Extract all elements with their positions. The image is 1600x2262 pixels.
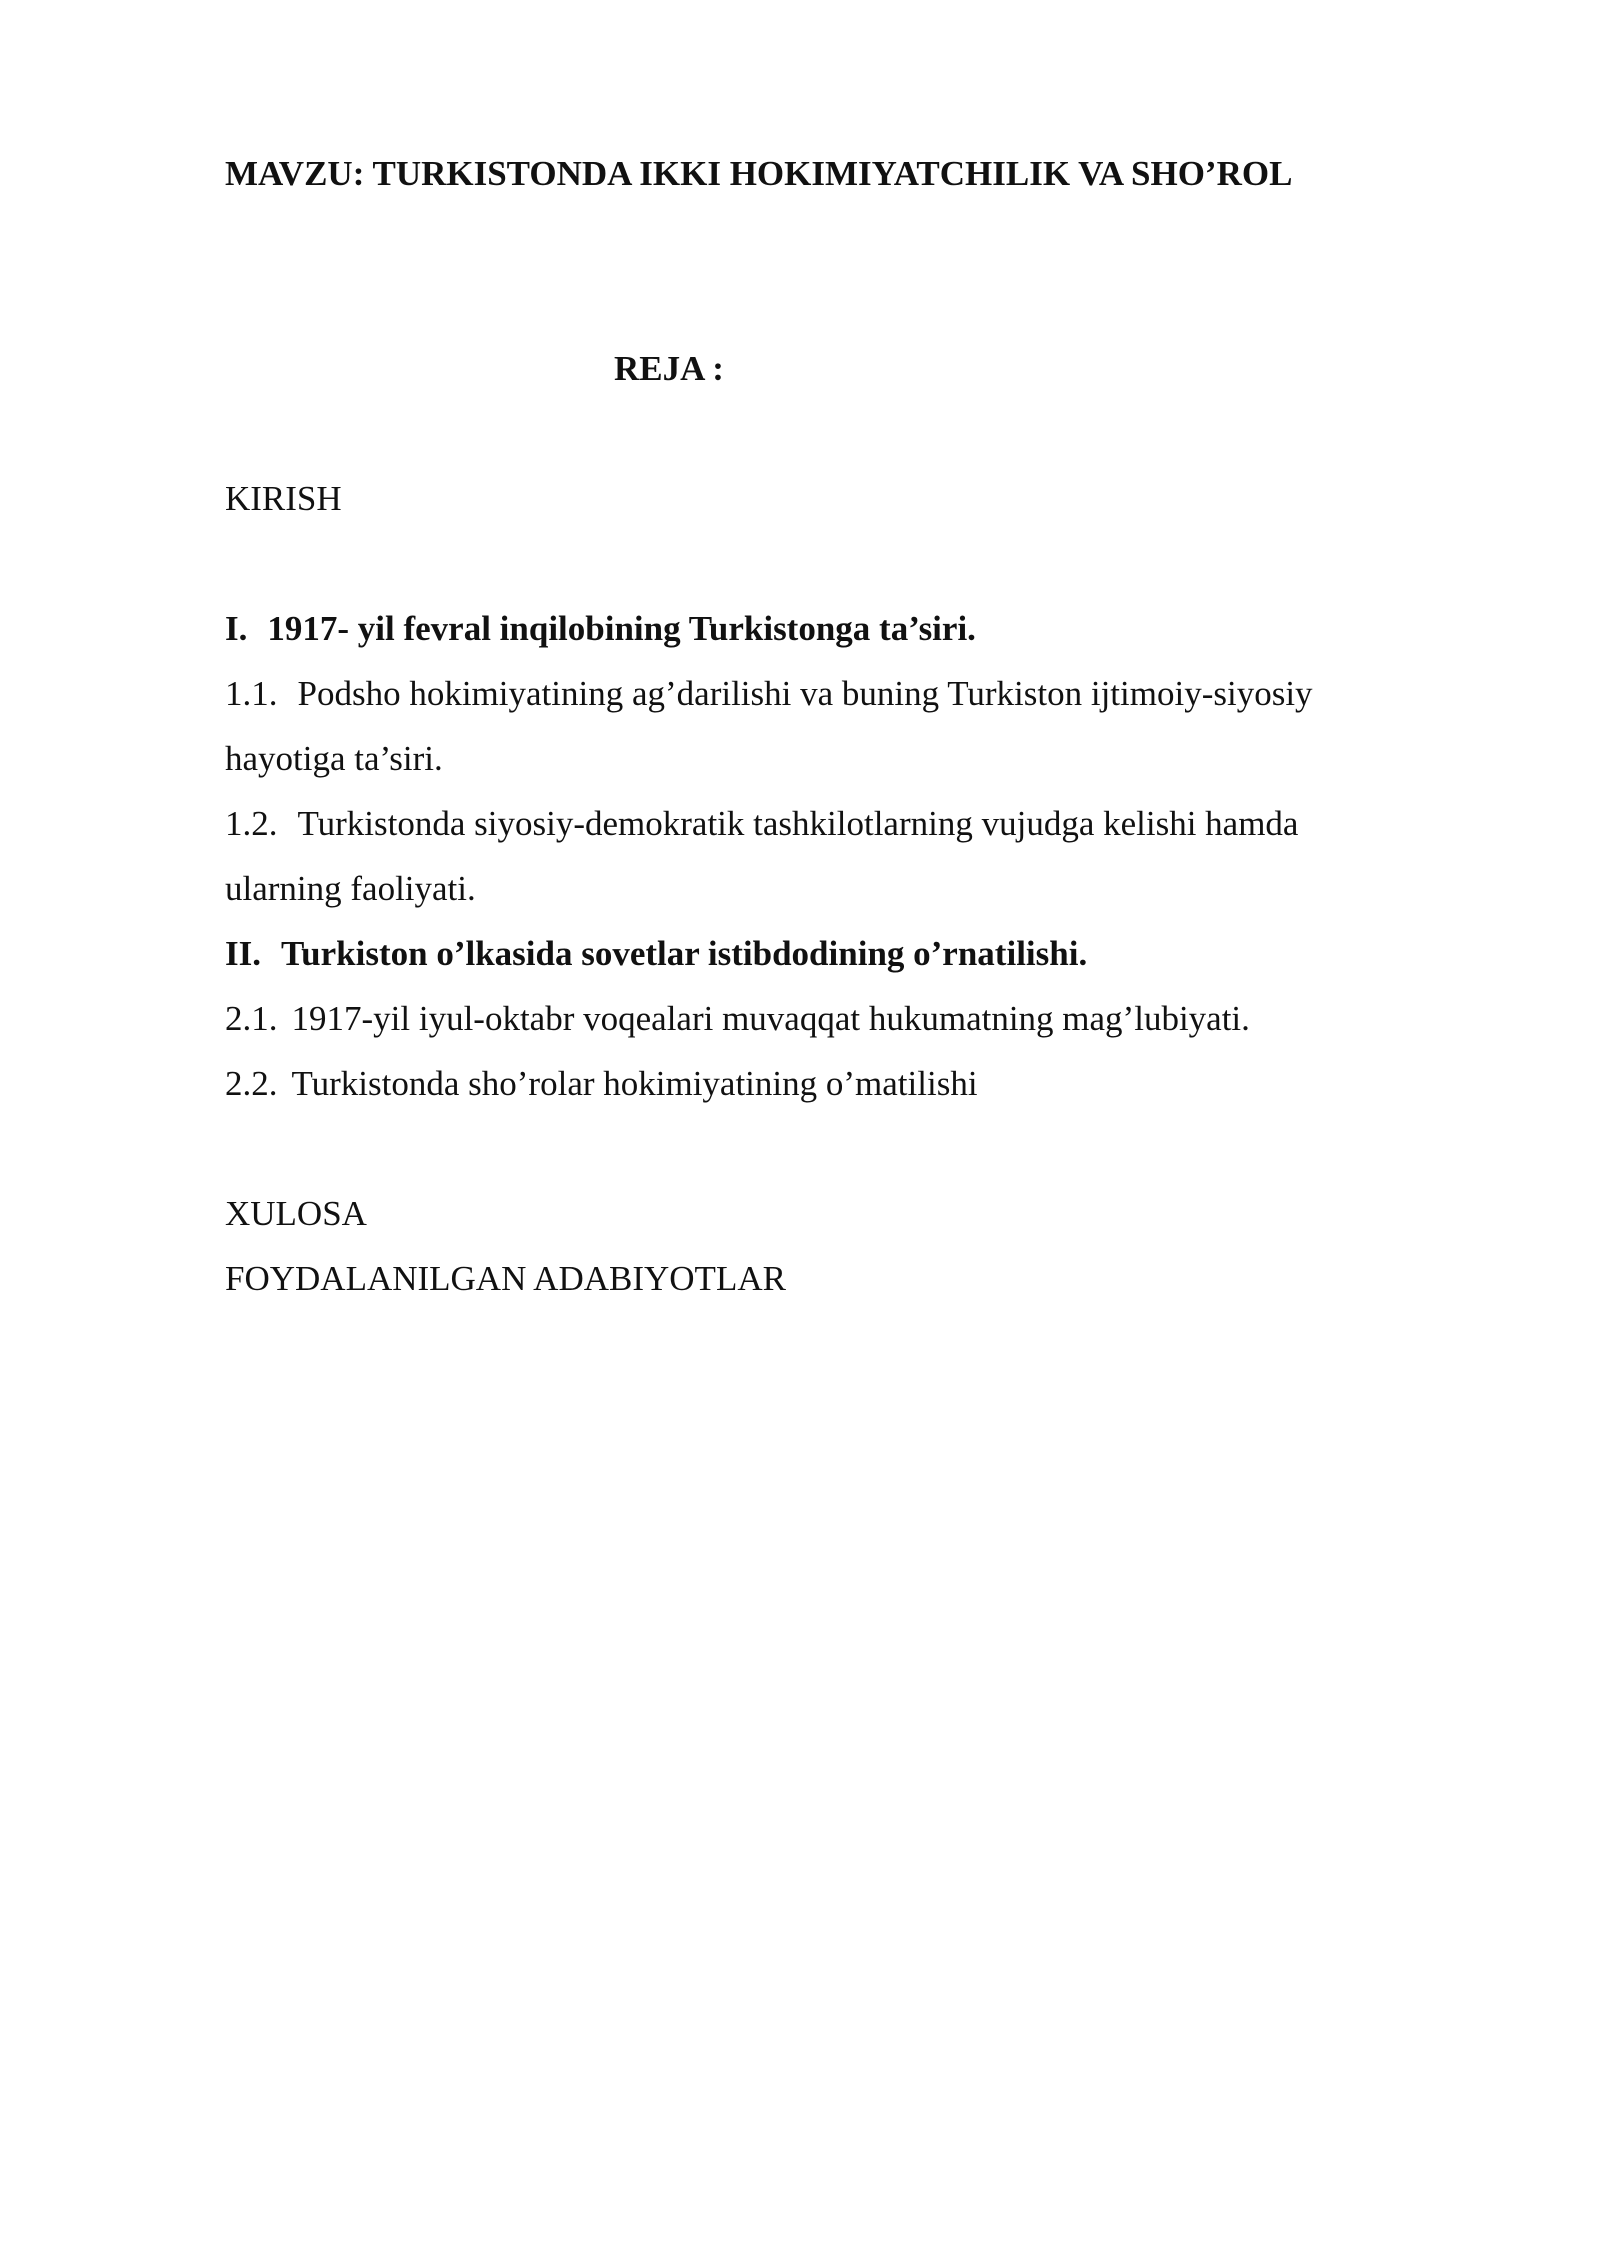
plan-heading: REJA : xyxy=(614,349,724,388)
section-1-title: 1917- yil fevral inqilobining Turkistonga ta’siri. xyxy=(267,609,976,648)
item-1-2-text-line1: Turkistonda siyosiy-demokratik tashkilotlarning vujudga kelishi hamda xyxy=(297,804,1299,843)
item-2-1 xyxy=(225,997,1250,1041)
section-2-heading xyxy=(225,932,1087,976)
item-1-1-text-line1: Podsho hokimiyatining ag’darilishi va buning Turkiston ijtimoiy-siyosiy xyxy=(297,674,1313,713)
item-1-2-number: 1.2. xyxy=(225,804,278,843)
section-1-number: I. xyxy=(225,609,248,648)
item-1-1 xyxy=(225,672,1313,716)
item-1-2 xyxy=(225,802,1298,846)
item-2-1-number: 2.1. xyxy=(225,999,278,1038)
section-2-title: Turkiston o’lkasida sovetlar istibdodining o’rnatilishi. xyxy=(281,934,1088,973)
item-2-2-text: Turkistonda sho’rolar hokimiyatining o’matilishi xyxy=(291,1064,978,1103)
section-1-heading xyxy=(225,607,976,651)
item-2-2-number: 2.2. xyxy=(225,1064,278,1103)
item-2-1-text: 1917-yil iyul-oktabr voqealari muvaqqat hukumatning mag’lubiyati. xyxy=(291,999,1250,1038)
references-heading: FOYDALANILGAN ADABIYOTLAR xyxy=(225,1259,786,1298)
document-title: MAVZU: TURKISTONDA IKKI HOKIMIYATCHILIK VA SHO’ROL xyxy=(225,154,1293,193)
section-2-number: II. xyxy=(225,934,261,973)
intro-heading: KIRISH xyxy=(225,479,342,518)
item-2-2 xyxy=(225,1062,978,1106)
conclusion-heading: XULOSA xyxy=(225,1194,367,1233)
item-1-1-number: 1.1. xyxy=(225,674,278,713)
item-1-2-text-line2: ularning faoliyati. xyxy=(225,869,476,908)
item-1-1-text-line2: hayotiga ta’siri. xyxy=(225,739,443,778)
